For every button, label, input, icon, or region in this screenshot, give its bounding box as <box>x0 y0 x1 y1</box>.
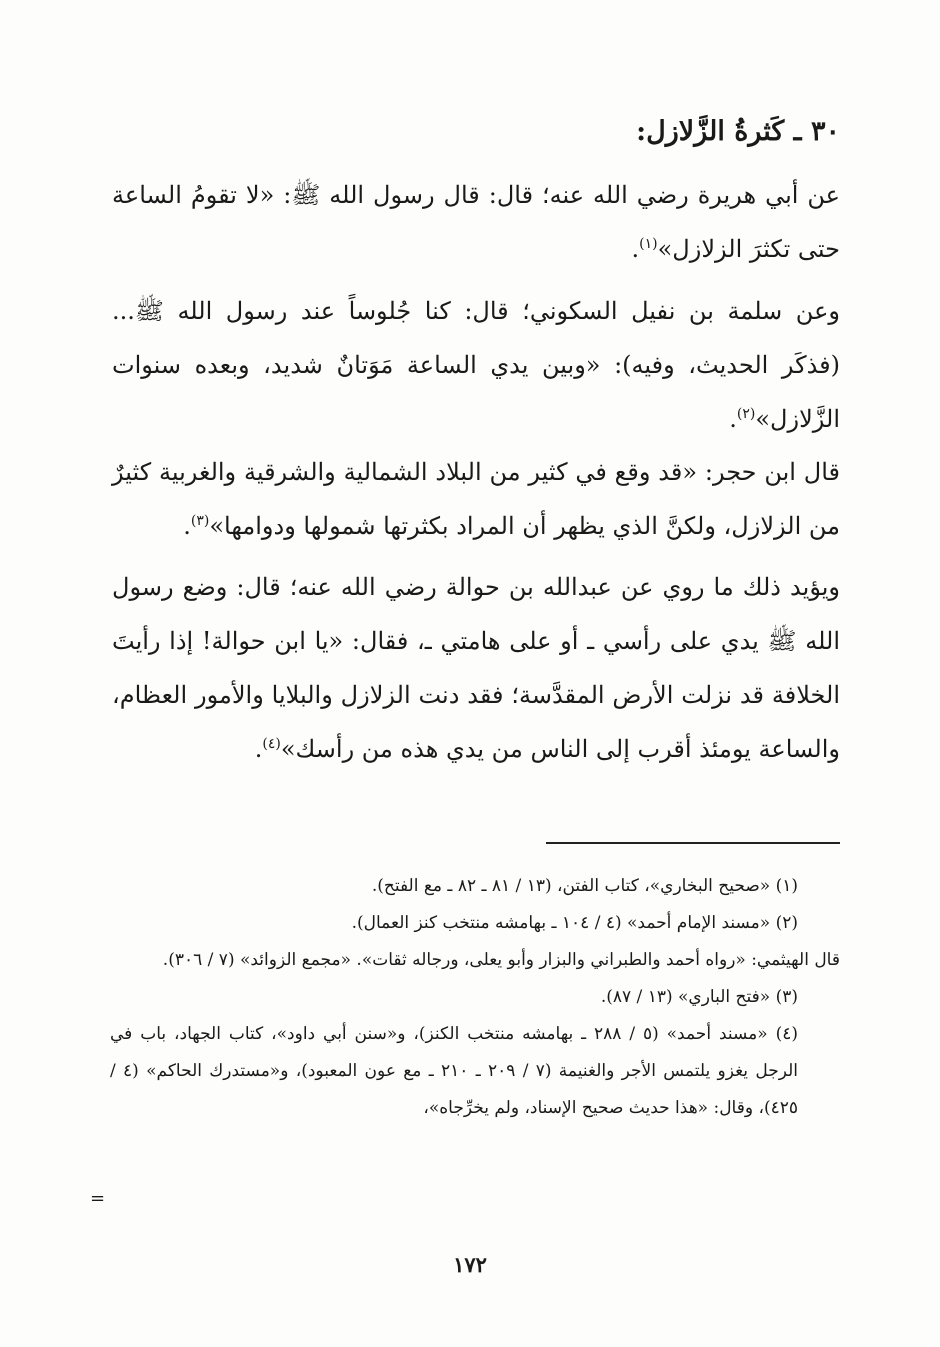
footnote-ref: (٢) <box>736 406 756 422</box>
paragraph-tail: . <box>729 405 737 433</box>
footnote-ref: (١) <box>639 236 658 252</box>
continuation-mark: = <box>90 1188 106 1209</box>
paragraph-text: ويؤيد ذلك ما روي عن عبدالله بن حوالة رضي الله عنه؛ قال: وضع رسول الله ﷺ يدي على رأسي ـ أو على هامتي ـ، فقال: «يا ابن حوالة! إذا رأيتَ الخلافة قد نزلت الأرض المقدَّسة؛ فقد دنت الزلازل والبلايا والأمور العظام، والساعة يومئذ أقرب إلى الناس من يدي هذه من رأسك» <box>112 573 840 763</box>
paragraph-tail: . <box>254 735 263 763</box>
paragraph-3 <box>112 445 840 553</box>
footnote-4: (٤) «مسند أحمد» (٥ / ٢٨٨ ـ بهامشه منتخب الكنز)، و«سنن أبي داود»، كتاب الجهاد، باب في الرجل يغزو يلتمس الأجر والغنيمة (٧ / ٢٠٩ ـ ٢١٠ ـ مع عون المعبود)، و«مستدرك الحاكم» (٤ / ٤٢٥)، وقال: «هذا حديث صحيح الإسناد، ولم يخرِّجاه»، <box>110 1024 798 1118</box>
paragraph-tail: . <box>631 235 640 263</box>
footnote-divider <box>546 842 840 844</box>
footnote-2-note: قال الهيثمي: «رواه أحمد والطبراني والبزار وأبو يعلى، ورجاله ثقات». «مجمع الزوائد» (٧ / ٣٠٦). <box>162 950 840 970</box>
footnote-2: (٢) «مسند الإمام أحمد» (٤ / ١٠٤ ـ بهامشه منتخب كنز العمال). <box>351 913 798 933</box>
paragraph-text: وعن سلمة بن نفيل السكوني؛ قال: كنا جُلوساً عند رسول الله ﷺ... (فذكَر الحديث، وفيه): «وبين يدي الساعة مَوَتانٌ شديد، وبعده سنوات الزَّلازل» <box>112 297 840 433</box>
page-number: ١٧٢ <box>453 1252 487 1277</box>
paragraph-text: قال ابن حجر: «قد وقع في كثير من البلاد الشمالية والشرقية والغربية كثيرٌ من الزلازل، ولكنَّ الذي يظهر أن المراد بكثرتها شمولها ودوامها» <box>112 458 840 540</box>
paragraph-tail: . <box>183 512 191 540</box>
footnote-3: (٣) «فتح الباري» (١٣ / ٨٧). <box>600 987 798 1007</box>
section-heading: ٣٠ ـ كَثرةُ الزَّلازل: <box>636 116 840 147</box>
paragraph-2 <box>112 284 840 446</box>
footnote-ref: (٤) <box>262 736 281 752</box>
footnote-ref: (٣) <box>190 513 210 529</box>
footnote-1: (١) «صحيح البخاري»، كتاب الفتن، (١٣ / ٨١ ـ ٨٢ ـ مع الفتح). <box>371 876 798 896</box>
paragraph-4 <box>112 560 840 776</box>
paragraph-1 <box>112 168 840 276</box>
paragraph-text: عن أبي هريرة رضي الله عنه؛ قال: قال رسول الله ﷺ: «لا تقومُ الساعة حتى تكثرَ الزلازل» <box>112 181 840 263</box>
footnotes <box>110 868 840 1127</box>
